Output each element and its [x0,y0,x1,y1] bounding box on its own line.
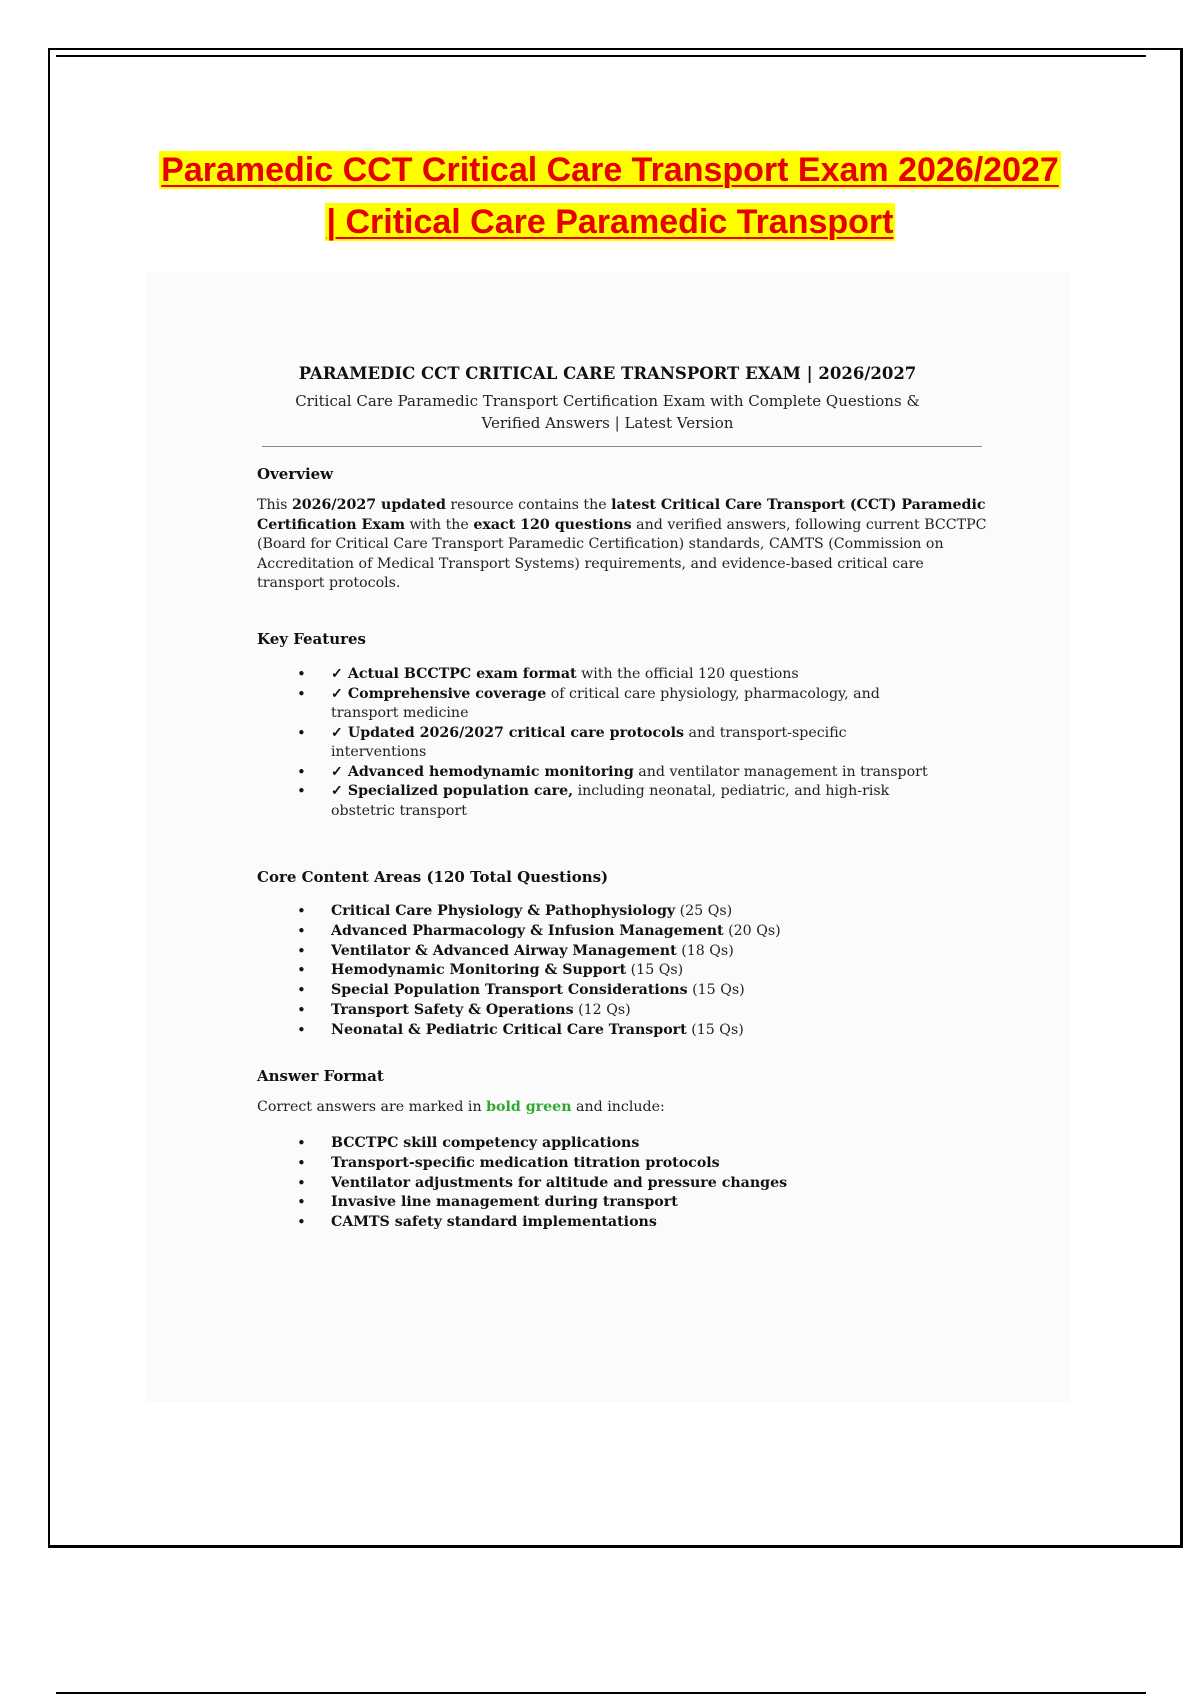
list-item [295,902,945,922]
content-area-name: Special Population Transport Considerations [331,982,688,999]
content-area-count: (20 Qs) [723,922,781,939]
list-item [295,1193,945,1213]
list-item [295,1213,945,1233]
feature-text: with the official 120 questions [576,666,799,682]
content-area-name: Transport Safety & Operations [331,1001,574,1018]
list-item [295,1134,945,1154]
doc-subtitle-line-2: Verified Answers | Latest Version [481,414,734,432]
overview-bold: 2026/2027 updated [291,497,446,513]
content-area-count: (15 Qs) [626,962,684,979]
feature-text: and ventilator management in transport [633,763,928,780]
doc-subtitle [265,390,950,434]
content-area-count: (25 Qs) [675,903,733,919]
feature-bold: ✓ Specialized population care, [331,783,574,799]
feature-text: including neonatal, pediatric, and high-risk obstetric transport [331,783,890,819]
list-item [295,1174,945,1194]
list-item [295,724,945,763]
overview-text: and verified answers, following current BCCTPC (Board for Critical Care Transport Paramedic Certification) standards, CAMTS (Commission on Accreditation of Medical Transport Systems) requirements, and evidence-based critical care transport protocols. [257,516,987,592]
answer-format-item: BCCTPC skill competency applications [331,1135,640,1151]
key-features-list [295,665,945,821]
feature-bold: ✓ Advanced hemodynamic monitoring [331,763,634,780]
intro-text: Correct answers are marked in [257,1099,487,1115]
feature-text: of critical care physiology, pharmacology, and transport medicine [331,685,880,721]
doc-heading: PARAMEDIC CCT CRITICAL CARE TRANSPORT EXAM | 2026/2027 [298,364,917,383]
answer-format-list [295,1134,945,1233]
list-item [295,981,945,1001]
answer-format-item: CAMTS safety standard implementations [331,1214,657,1231]
overview-paragraph [257,496,987,594]
feature-bold: ✓ Comprehensive coverage [331,685,547,702]
title-line-1: Paramedic CCT Critical Care Transport Exam 2026/2027 [161,151,1059,189]
list-item [295,942,945,962]
content-area-name: Hemodynamic Monitoring & Support [331,962,627,979]
core-content-title: Core Content Areas (120 Total Questions) [257,868,609,886]
list-item [295,763,945,783]
feature-bold: ✓ Updated 2026/2027 critical care protocols [331,724,684,741]
overview-title: Overview [257,465,334,483]
feature-text: and transport-specific interventions [331,724,847,760]
overview-text: resource contains the [445,497,612,513]
title-line-2: | Critical Care Paramedic Transport [326,203,894,241]
overview-text: with the [405,516,474,533]
answer-format-item: Invasive line management during transport [331,1194,678,1211]
content-area-count: (15 Qs) [687,982,745,999]
list-item [295,922,945,942]
key-features-title: Key Features [257,630,367,648]
answer-format-title: Answer Format [257,1067,384,1085]
list-item [295,665,945,685]
answer-format-item: Transport-specific medication titration protocols [331,1154,720,1171]
bottom-rule [56,1692,1146,1694]
list-item [295,1021,945,1041]
content-area-name: Neonatal & Pediatric Critical Care Transport [331,1021,687,1038]
bold-green-text: bold green [486,1099,572,1115]
top-rule [56,55,1146,57]
content-area-count: (18 Qs) [676,942,734,959]
content-area-name: Advanced Pharmacology & Infusion Management [331,922,724,939]
list-item [295,1001,945,1021]
answer-format-item: Ventilator adjustments for altitude and pressure changes [331,1174,788,1191]
core-content-list [295,902,945,1041]
overview-text: This [257,497,292,513]
intro-text: and include: [571,1099,665,1115]
heading-divider [262,446,982,447]
page-title [60,144,1160,248]
content-area-name: Critical Care Physiology & Pathophysiology [331,903,676,919]
doc-subtitle-line-1: Critical Care Paramedic Transport Certification Exam with Complete Questions & [295,392,920,410]
answer-format-intro [257,1098,987,1118]
list-item [295,1154,945,1174]
list-item [295,961,945,981]
list-item [295,685,945,724]
overview-bold: exact 120 questions [473,516,632,533]
content-area-name: Ventilator & Advanced Airway Management [331,942,677,959]
content-area-count: (15 Qs) [686,1021,744,1038]
overview-bold: latest Critical Care Transport (CCT) Paramedic Certification Exam [257,497,986,533]
document-preview [145,272,1070,1402]
list-item [295,782,945,821]
feature-bold: ✓ Actual BCCTPC exam format [331,666,577,682]
content-area-count: (12 Qs) [573,1001,631,1018]
